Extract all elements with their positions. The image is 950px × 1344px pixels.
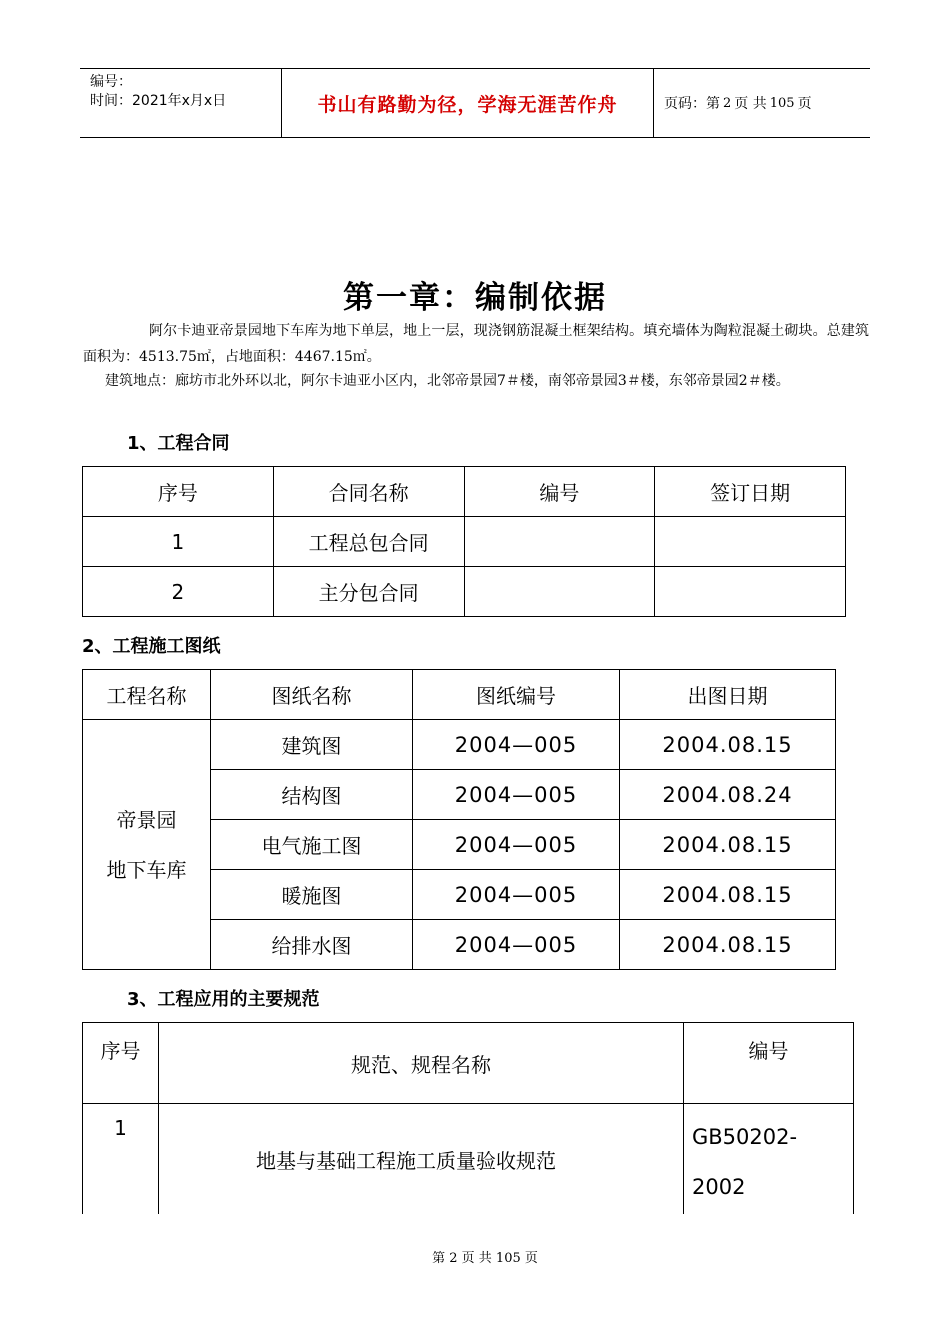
table-cell: 给排水图 — [211, 920, 413, 970]
table-cell — [159, 1104, 684, 1215]
header-cell: 序号 — [83, 1023, 159, 1104]
table-cell — [684, 1104, 854, 1215]
table-cell: 2004.08.15 — [620, 920, 836, 970]
table-cell: 1 — [83, 517, 274, 567]
drawings-table — [82, 669, 836, 970]
table-header-row — [83, 467, 846, 517]
standard-name: 地基与基础工程施工质量验收规范 — [256, 1148, 556, 1173]
table-cell: 结构图 — [211, 770, 413, 820]
serial-label: 编号： — [90, 74, 132, 90]
table-cell: 工程总包合同 — [273, 517, 464, 567]
header-info — [90, 73, 226, 111]
page-num: 2 — [723, 95, 732, 111]
page-mid: 页 共 — [734, 96, 767, 112]
section-heading-contracts: 1、工程合同 — [127, 433, 230, 454]
table-cell: 2004—005 — [413, 770, 620, 820]
time-label: 时间：2021年x月x日 — [90, 93, 227, 109]
page-suffix: 页 — [797, 96, 812, 112]
header-cell: 出图日期 — [620, 670, 836, 720]
header-cell: 合同名称 — [273, 467, 464, 517]
table-cell — [655, 567, 846, 617]
project-name-line2: 地下车库 — [106, 857, 187, 882]
table-cell: 暖施图 — [211, 870, 413, 920]
table-cell: 2004—005 — [413, 920, 620, 970]
header-cell: 图纸名称 — [211, 670, 413, 720]
header-cell: 图纸编号 — [413, 670, 620, 720]
header-cell: 编号 — [464, 467, 655, 517]
table-row — [83, 517, 846, 567]
table-cell: 2 — [83, 567, 274, 617]
table-cell: 2004.08.15 — [620, 820, 836, 870]
page-total: 105 — [769, 95, 795, 111]
table-cell: 2004.08.15 — [620, 720, 836, 770]
table-row — [83, 720, 836, 770]
table-header-row — [83, 670, 836, 720]
project-name-line1: 帝景园 — [116, 807, 177, 832]
standard-code-line2: 2002 — [692, 1175, 746, 1199]
table-cell: 建筑图 — [211, 720, 413, 770]
page-prefix: 页码：第 — [664, 96, 720, 112]
table-cell: 2004—005 — [413, 870, 620, 920]
chapter-title: 第一章：编制依据 — [343, 280, 607, 316]
table-cell: 电气施工图 — [211, 820, 413, 870]
section-heading-standards: 3、工程应用的主要规范 — [127, 989, 320, 1010]
table-cell: 1 — [83, 1104, 159, 1215]
header-divider — [653, 69, 654, 137]
header-cell: 序号 — [83, 467, 274, 517]
location-paragraph: 建筑地点：廊坊市北外环以北，阿尔卡迪亚小区内，北邻帝景园7＃楼，南邻帝景园3＃楼，东邻帝景园2＃楼。 — [105, 373, 790, 389]
page-footer: 第 2 页 共 105 页 — [432, 1251, 538, 1266]
table-cell — [655, 517, 846, 567]
header-cell: 规范、规程名称 — [159, 1023, 684, 1104]
table-cell: 主分包合同 — [273, 567, 464, 617]
table-cell: 2004—005 — [413, 820, 620, 870]
header-cell: 工程名称 — [83, 670, 211, 720]
standards-table — [82, 1022, 854, 1214]
table-cell — [464, 567, 655, 617]
project-name-cell — [83, 720, 211, 970]
intro-paragraph: 阿尔卡迪亚帝景园地下车库为地下单层，地上一层，现浇钢筋混凝土框架结构。填充墙体为陶粒混凝土砌块。总建筑面积为：4513.75㎡，占地面积：4467.15㎡。 — [83, 323, 869, 365]
table-row — [83, 1104, 854, 1215]
standard-code-line1: GB50202- — [692, 1125, 798, 1149]
table-cell — [464, 517, 655, 567]
header-page-number — [664, 69, 812, 137]
table-header-row — [83, 1023, 854, 1104]
section-heading-drawings: 2、工程施工图纸 — [82, 636, 221, 657]
header-cell: 签订日期 — [655, 467, 846, 517]
header-motto: 书山有路勤为径，学海无涯苦作舟 — [317, 93, 618, 116]
page-header — [80, 68, 870, 138]
table-cell: 2004.08.24 — [620, 770, 836, 820]
header-cell: 编号 — [684, 1023, 854, 1104]
table-row — [83, 567, 846, 617]
table-cell: 2004.08.15 — [620, 870, 836, 920]
table-cell: 2004—005 — [413, 720, 620, 770]
contracts-table — [82, 466, 846, 617]
